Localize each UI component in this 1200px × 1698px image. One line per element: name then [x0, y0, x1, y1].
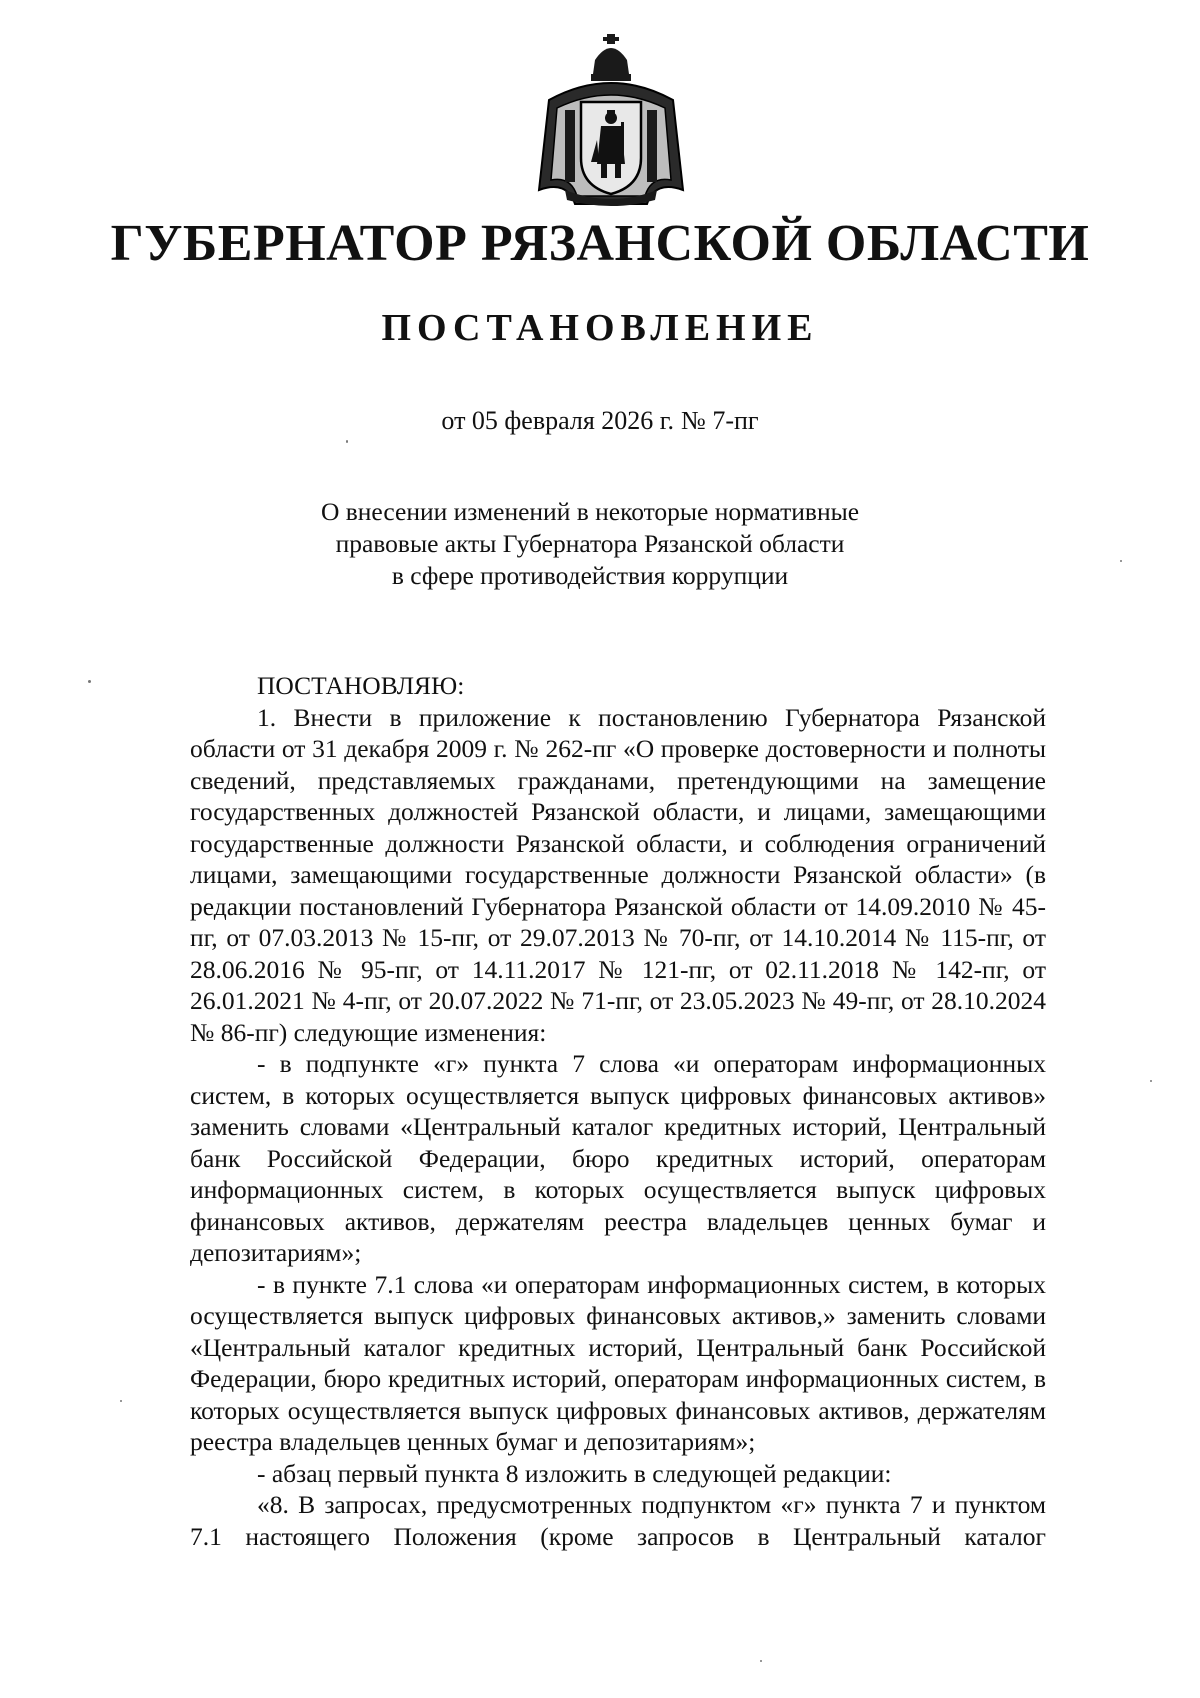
body-paragraph: - в пункте 7.1 слова «и операторам информационных систем, в которых осуществляется выпуск цифровых финансовых активов,» заменить словами «Центральный каталог кредитных историй, Центральный банк Российской Федерации, бюро кредитных историй, операторам информационных систем, в которых осуществляется выпуск цифровых финансовых активов, держателям реестра владельцев ценных бумаг и депозитариям»;: [190, 1269, 1046, 1456]
body-paragraph: - в подпункте «г» пункта 7 слова «и операторам информационных систем, в которых осуществляется выпуск цифровых финансовых активов» заменить словами «Центральный каталог кредитных историй, Центральный банк Российской Федерации, бюро кредитных историй, операторам информационных систем, в которых осуществляется выпуск цифровых финансовых активов, держателям реестра владельцев ценных бумаг и депозитариям»;: [190, 1049, 1046, 1267]
subject-line: О внесении изменений в некоторые нормативные: [320, 497, 860, 526]
resolution-heading: ПОСТАНОВЛЯЮ:: [257, 671, 465, 700]
scan-speck: [1150, 1080, 1152, 1082]
organization-title: ГУБЕРНАТОР РЯЗАНСКОЙ ОБЛАСТИ: [110, 215, 1090, 272]
scan-speck: [760, 1660, 762, 1662]
document-date: от 05 февраля 2026 г.: [441, 406, 675, 435]
scan-speck: [120, 1400, 122, 1402]
document-body: [190, 670, 1046, 1552]
body-paragraph: - абзац первый пункта 8 изложить в следующей редакции:: [257, 1458, 892, 1488]
document-subject: [310, 496, 870, 592]
document-type: ПОСТАНОВЛЕНИЕ: [381, 307, 819, 349]
body-paragraph: «8. В запросах, предусмотренных подпунктом «г» пункта 7 и пунктом 7.1 настоящего Положения (кроме запросов в Центральный каталог: [190, 1490, 1046, 1551]
body-paragraph: 1. Внести в приложение к постановлению Губернатора Рязанской области от 31 декабря 2009 г. № 262-пг «О проверке достоверности и полноты сведений, представляемых гражданами, претендующими на замещение государственных должностей Рязанской области, и лицами, замещающими государственные должности Рязанской области, и соблюдения ограничений лицами, замещающими государственные должности Рязанской области» (в редакции постановлений Губернатора Рязанской области от 14.09.2010 № 45-пг, от 07.03.2013 № 15-пг, от 29.07.2013 № 70-пг, от 14.10.2014 № 115-пг, от 28.06.2016 № 95-пг, от 14.11.2017 № 121-пг, от 02.11.2018 № 142-пг, от 26.01.2021 № 4-пг, от 20.07.2022 № 71-пг, от 23.05.2023 № 49-пг, от 28.10.2024 № 86-пг) следующие изменения:: [190, 702, 1046, 1047]
ryazan-coat-of-arms-icon: [535, 30, 687, 208]
document-date-line: [0, 406, 1200, 436]
scan-speck: [88, 680, 91, 683]
subject-line: правовые акты Губернатора Рязанской области: [335, 529, 845, 558]
subject-line: в сфере противодействия коррупции: [391, 561, 789, 590]
scan-speck: [346, 440, 348, 443]
scan-speck: [1120, 560, 1122, 562]
document-number: № 7-пг: [681, 406, 759, 435]
